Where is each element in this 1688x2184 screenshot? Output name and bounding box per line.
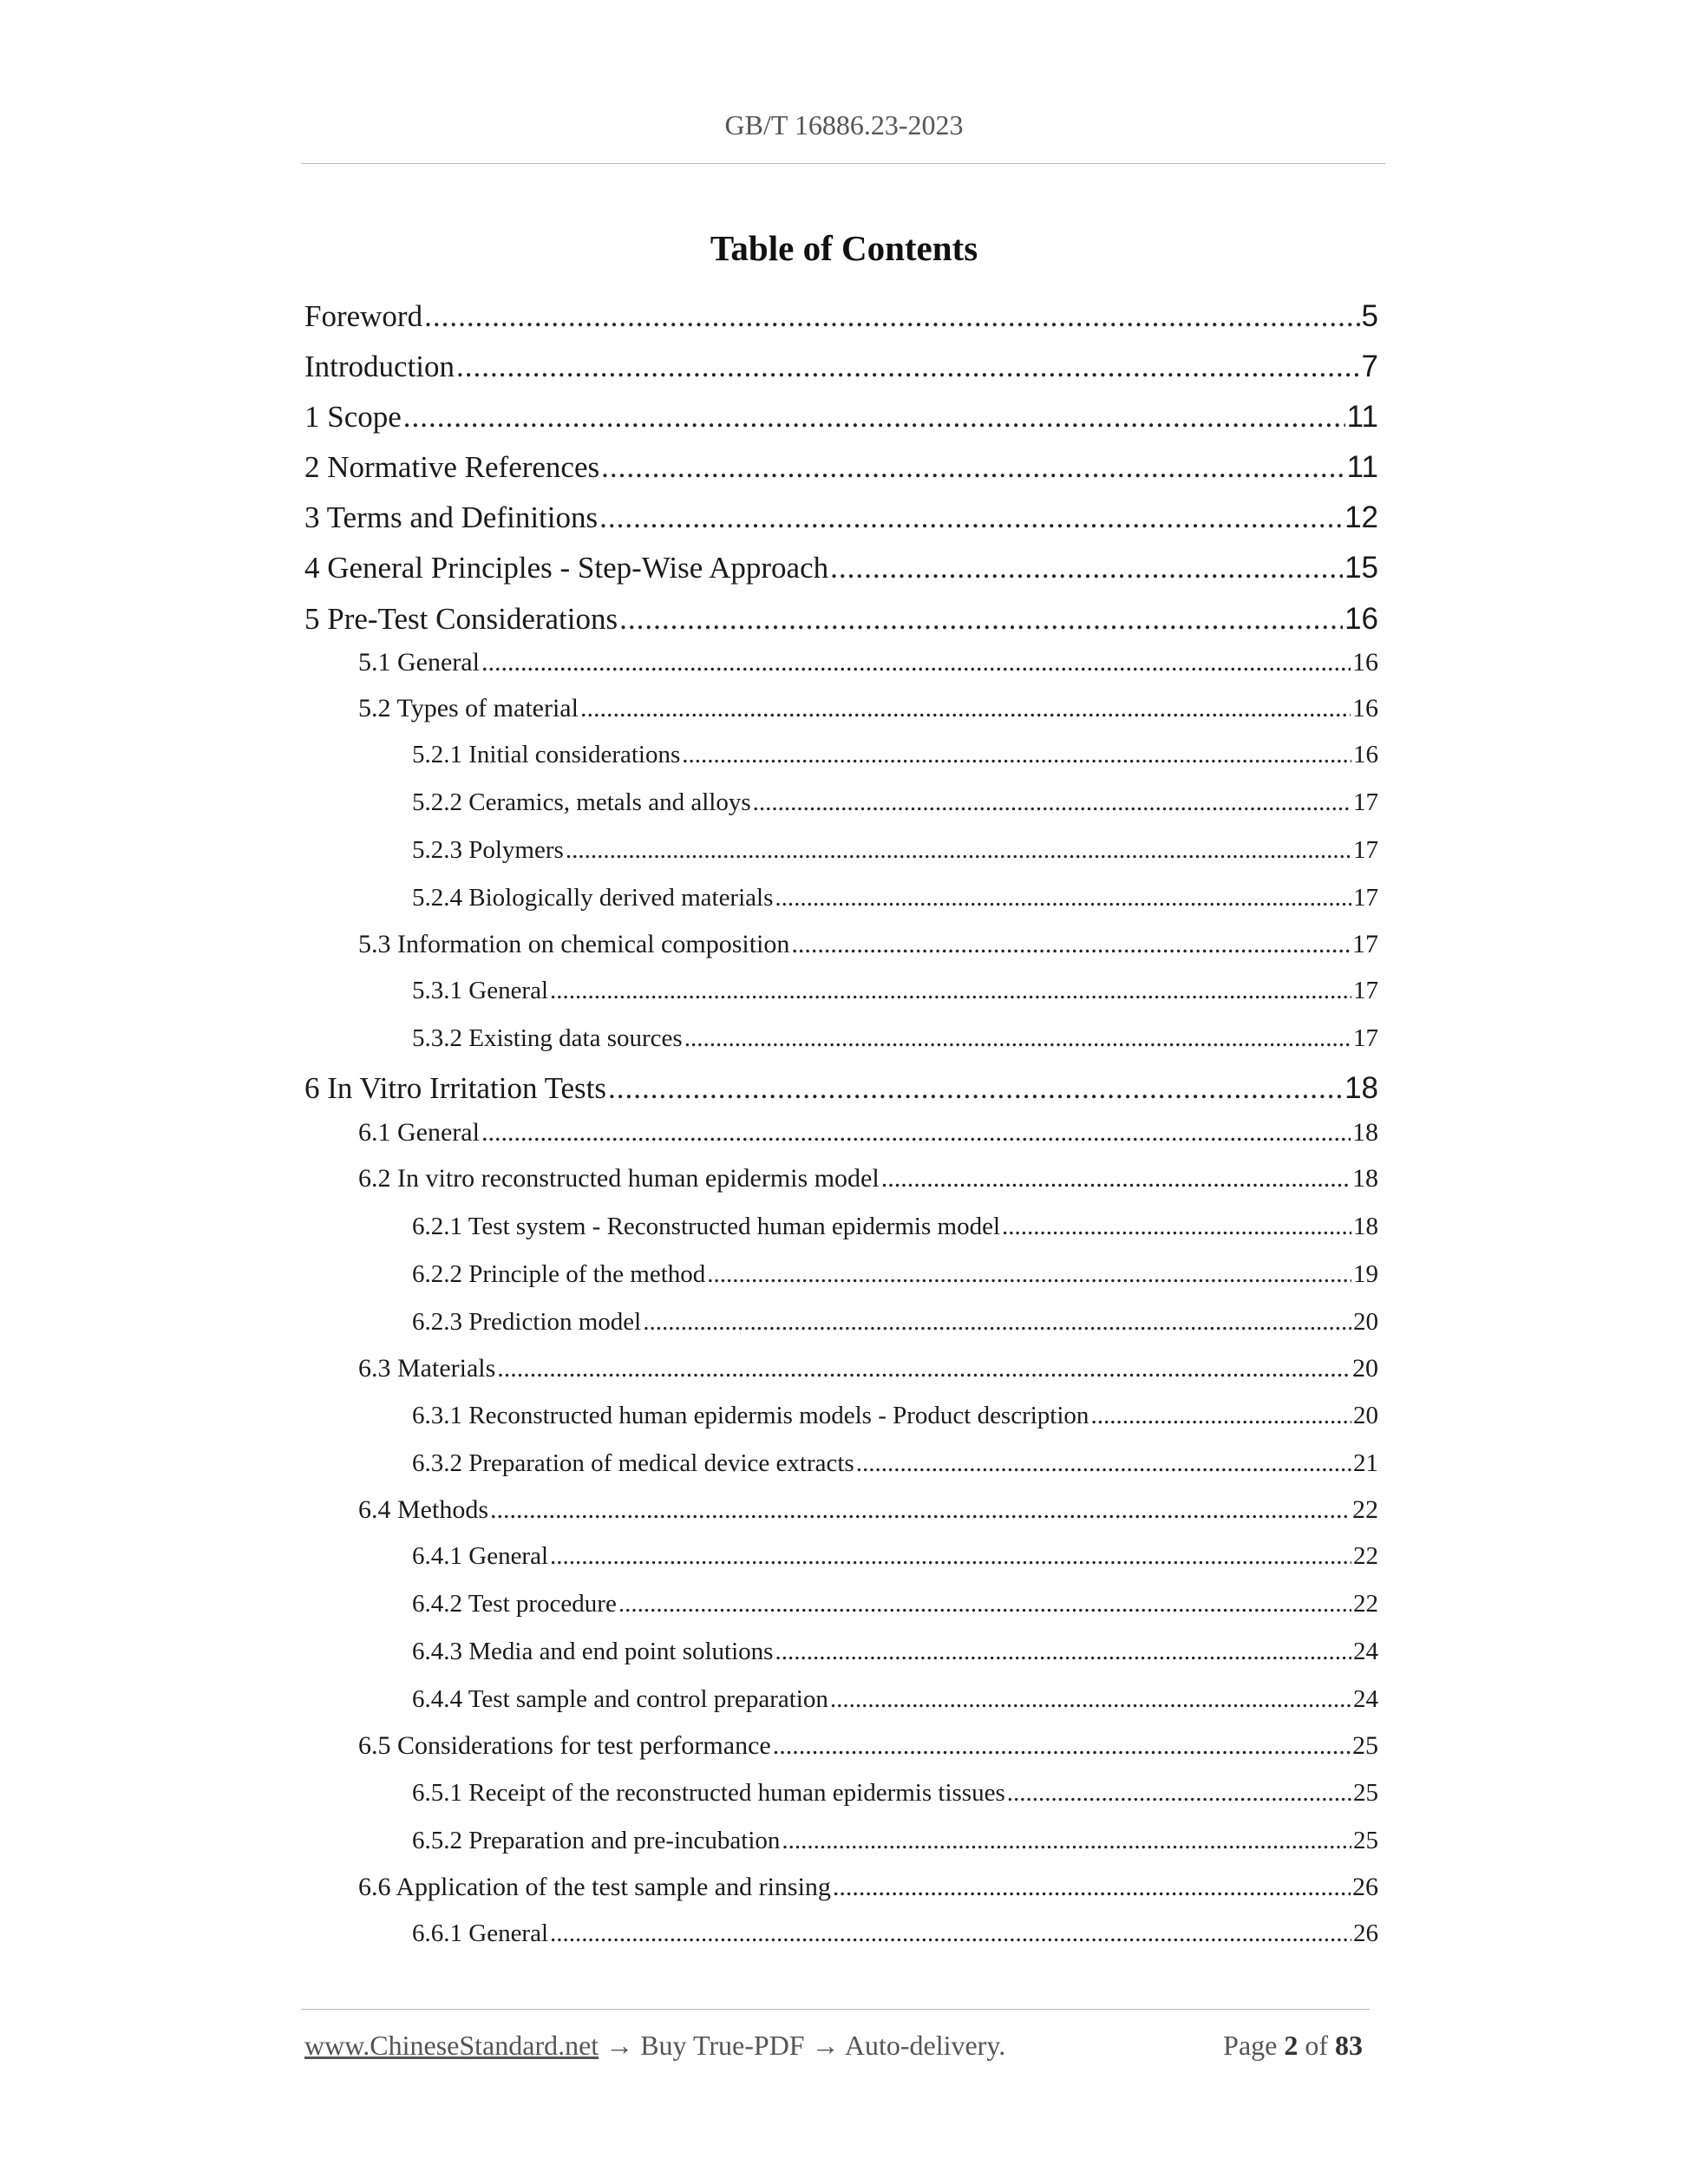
page-footer — [304, 2030, 1370, 2068]
toc-entry-label: Foreword — [304, 299, 423, 333]
toc-entry-page-number: 24 — [1353, 1638, 1378, 1665]
toc-entry[interactable] — [304, 1071, 1378, 1115]
toc-entry-page-number: 5 — [1361, 299, 1378, 333]
toc-entry-label: 5.3.1 General — [412, 977, 549, 1004]
dot-leader — [580, 694, 1351, 723]
footer-promo — [304, 2030, 1005, 2062]
toc-entry-page-number: 15 — [1345, 551, 1378, 585]
toc-entry-page-number: 11 — [1346, 450, 1378, 484]
toc-entry[interactable] — [412, 836, 1378, 874]
toc-entry-page-number: 18 — [1353, 1213, 1378, 1240]
toc-entry-label: 5 Pre-Test Considerations — [304, 602, 618, 636]
toc-entry-page-number: 21 — [1353, 1449, 1378, 1477]
dot-leader — [550, 1542, 1351, 1571]
dot-leader — [490, 1495, 1351, 1525]
dot-leader — [643, 1308, 1351, 1337]
dot-leader — [753, 788, 1351, 817]
toc-entry[interactable] — [412, 1685, 1378, 1723]
current-page-number: 2 — [1284, 2030, 1299, 2061]
dot-leader — [550, 977, 1351, 1005]
toc-entry[interactable] — [358, 1354, 1378, 1392]
dot-leader — [830, 551, 1343, 585]
toc-entry-label: 1 Scope — [304, 400, 402, 434]
dot-leader — [833, 1873, 1351, 1902]
toc-entry[interactable] — [358, 1164, 1378, 1202]
toc-entry[interactable] — [358, 648, 1378, 686]
toc-entry-page-number: 16 — [1345, 602, 1378, 636]
toc-entry-label: 5.2.2 Ceramics, metals and alloys — [412, 788, 751, 816]
toc-entry-label: 5.1 General — [358, 648, 480, 677]
toc-entry[interactable] — [358, 1731, 1378, 1769]
dot-leader — [682, 741, 1351, 769]
dot-leader — [481, 648, 1351, 677]
header-divider — [301, 163, 1385, 164]
toc-entry[interactable] — [412, 1449, 1378, 1488]
toc-entry-page-number: 17 — [1352, 930, 1378, 958]
toc-entry-page-number: 25 — [1353, 1827, 1378, 1854]
toc-entry-label: 6.3.1 Reconstructed human epidermis models - Product description — [412, 1402, 1089, 1429]
toc-entry[interactable] — [358, 1118, 1378, 1156]
toc-entry-page-number: 24 — [1353, 1685, 1378, 1713]
toc-entry[interactable] — [304, 602, 1378, 645]
toc-entry-label: 5.2.3 Polymers — [412, 836, 564, 864]
toc-entry-page-number: 25 — [1352, 1731, 1378, 1760]
toc-entry-page-number: 18 — [1345, 1071, 1378, 1105]
toc-entry-label: 3 Terms and Definitions — [304, 500, 599, 534]
toc-entry-label: 2 Normative References — [304, 450, 600, 484]
toc-entry-page-number: 20 — [1353, 1308, 1378, 1336]
dot-leader — [481, 1118, 1351, 1148]
toc-entry-label: 6.4.3 Media and end point solutions — [412, 1638, 774, 1665]
toc-entry-page-number: 17 — [1353, 884, 1378, 912]
dot-leader — [856, 1449, 1351, 1478]
toc-entry[interactable] — [412, 1919, 1378, 1958]
dot-leader — [707, 1260, 1351, 1289]
toc-entry-page-number: 19 — [1353, 1260, 1378, 1288]
toc-entry-label: 6 In Vitro Irritation Tests — [304, 1071, 607, 1105]
toc-entry-page-number: 16 — [1353, 741, 1378, 768]
dot-leader — [566, 836, 1351, 865]
toc-entry[interactable] — [412, 1638, 1378, 1676]
toc-entry-page-number: 17 — [1353, 1024, 1378, 1052]
toc-entry[interactable] — [412, 1024, 1378, 1063]
toc-entry-label: 6.4.2 Test procedure — [412, 1590, 617, 1618]
toc-entry[interactable] — [412, 1542, 1378, 1580]
toc-entry-label: 6.6.1 General — [412, 1919, 549, 1947]
footer-promo-text: → Buy True-PDF → Auto-delivery. — [599, 2030, 1006, 2061]
of-word: of — [1305, 2030, 1328, 2061]
toc-entry-label: 5.2.4 Biologically derived materials — [412, 884, 774, 912]
toc-entry-label: 6.6 Application of the test sample and rinsing — [358, 1873, 831, 1901]
toc-entry-page-number: 17 — [1353, 788, 1378, 816]
toc-entry-label: 6.3.2 Preparation of medical device extracts — [412, 1449, 854, 1477]
toc-entry-label: 6.5 Considerations for test performance — [358, 1731, 771, 1760]
dot-leader — [1002, 1213, 1351, 1241]
toc-entry-page-number: 17 — [1353, 836, 1378, 864]
toc-entry-label: 4 General Principles - Step-Wise Approach — [304, 551, 829, 585]
toc-entry[interactable] — [304, 450, 1378, 494]
toc-entry-label: 6.4.1 General — [412, 1542, 549, 1570]
dot-leader — [791, 930, 1351, 959]
dot-leader — [775, 884, 1351, 912]
toc-entry[interactable] — [412, 788, 1378, 827]
toc-entry-label: 6.2.3 Prediction model — [412, 1308, 642, 1336]
toc-entry-page-number: 26 — [1352, 1873, 1378, 1901]
dot-leader — [775, 1638, 1351, 1666]
toc-entry[interactable] — [412, 1590, 1378, 1628]
website-link[interactable]: www.ChineseStandard.net — [304, 2030, 599, 2061]
toc-entry[interactable] — [358, 1873, 1378, 1911]
dot-leader — [424, 299, 1359, 334]
toc-entry[interactable] — [412, 1213, 1378, 1251]
dot-leader — [1007, 1779, 1351, 1808]
toc-entry-label: 6.1 General — [358, 1118, 480, 1147]
footer-divider — [301, 2009, 1370, 2010]
dot-leader — [403, 400, 1345, 435]
toc-entry[interactable] — [304, 299, 1378, 343]
toc-entry-page-number: 26 — [1353, 1919, 1378, 1947]
toc-entry-page-number: 22 — [1353, 1590, 1378, 1618]
toc-entry-page-number: 11 — [1346, 400, 1378, 434]
dot-leader — [608, 1071, 1343, 1106]
toc-entry-page-number: 18 — [1352, 1164, 1378, 1193]
toc-entry-label: 6.5.1 Receipt of the reconstructed human epidermis tissues — [412, 1779, 1005, 1807]
toc-entry-page-number: 22 — [1352, 1495, 1378, 1524]
toc-entry-label: 5.2 Types of material — [358, 694, 579, 723]
toc-entry-page-number: 16 — [1352, 648, 1378, 677]
toc-entry-label: 6.2.1 Test system - Reconstructed human epidermis model — [412, 1213, 1001, 1240]
dot-leader — [773, 1731, 1351, 1761]
toc-entry-page-number: 7 — [1361, 350, 1378, 383]
toc-entry[interactable] — [412, 741, 1378, 779]
toc-entry-page-number: 16 — [1352, 694, 1378, 723]
dot-leader — [618, 1590, 1351, 1618]
toc-entry-label: 5.3 Information on chemical composition — [358, 930, 790, 958]
page-word: Page — [1223, 2030, 1278, 2061]
toc-entry-page-number: 20 — [1353, 1402, 1378, 1429]
dot-leader — [881, 1164, 1351, 1193]
toc-entry-page-number: 18 — [1352, 1118, 1378, 1147]
document-id-header: GB/T 16886.23-2023 — [724, 109, 964, 141]
toc-entry[interactable] — [358, 694, 1378, 732]
toc-entry[interactable] — [412, 1260, 1378, 1298]
toc-entry[interactable] — [304, 500, 1378, 544]
dot-leader — [1090, 1402, 1351, 1430]
toc-entry-page-number: 20 — [1352, 1354, 1378, 1383]
toc-title: Table of Contents — [710, 228, 978, 268]
toc-entry-label: 6.2 In vitro reconstructed human epidermis model — [358, 1164, 880, 1193]
toc-entry[interactable] — [358, 930, 1378, 968]
toc-entry-page-number: 17 — [1353, 977, 1378, 1004]
toc-entry-label: 5.2.1 Initial considerations — [412, 741, 681, 768]
toc-entry[interactable] — [304, 350, 1378, 393]
dot-leader — [456, 350, 1360, 384]
toc-entry[interactable] — [304, 400, 1378, 443]
dot-leader — [830, 1685, 1351, 1714]
page-counter — [1223, 2030, 1363, 2062]
toc-entry-page-number: 25 — [1353, 1779, 1378, 1807]
dot-leader — [550, 1919, 1351, 1948]
dot-leader — [497, 1354, 1351, 1383]
toc-entry[interactable] — [412, 884, 1378, 922]
toc-entry-label: 6.4 Methods — [358, 1495, 488, 1524]
dot-leader — [782, 1827, 1351, 1855]
toc-entry[interactable] — [358, 1495, 1378, 1533]
toc-entry-label: 5.3.2 Existing data sources — [412, 1024, 683, 1052]
toc-entry-label: 6.3 Materials — [358, 1354, 496, 1383]
toc-entry-label: 6.4.4 Test sample and control preparation — [412, 1685, 828, 1713]
toc-entry[interactable] — [412, 977, 1378, 1015]
toc-entry[interactable] — [412, 1402, 1378, 1440]
toc-entry-label: Introduction — [304, 350, 455, 383]
toc-entry-page-number: 12 — [1345, 500, 1378, 534]
dot-leader — [601, 450, 1345, 485]
toc-entry[interactable] — [412, 1308, 1378, 1346]
toc-entry[interactable] — [412, 1827, 1378, 1865]
toc-entry-page-number: 22 — [1353, 1542, 1378, 1570]
dot-leader — [684, 1024, 1351, 1053]
toc-entry[interactable] — [304, 551, 1378, 594]
toc-entry-label: 6.5.2 Preparation and pre-incubation — [412, 1827, 781, 1854]
toc-entry[interactable] — [412, 1779, 1378, 1817]
toc-entry-label: 6.2.2 Principle of the method — [412, 1260, 706, 1288]
dot-leader — [619, 602, 1343, 637]
total-pages-number: 83 — [1335, 2030, 1363, 2061]
dot-leader — [599, 500, 1343, 535]
